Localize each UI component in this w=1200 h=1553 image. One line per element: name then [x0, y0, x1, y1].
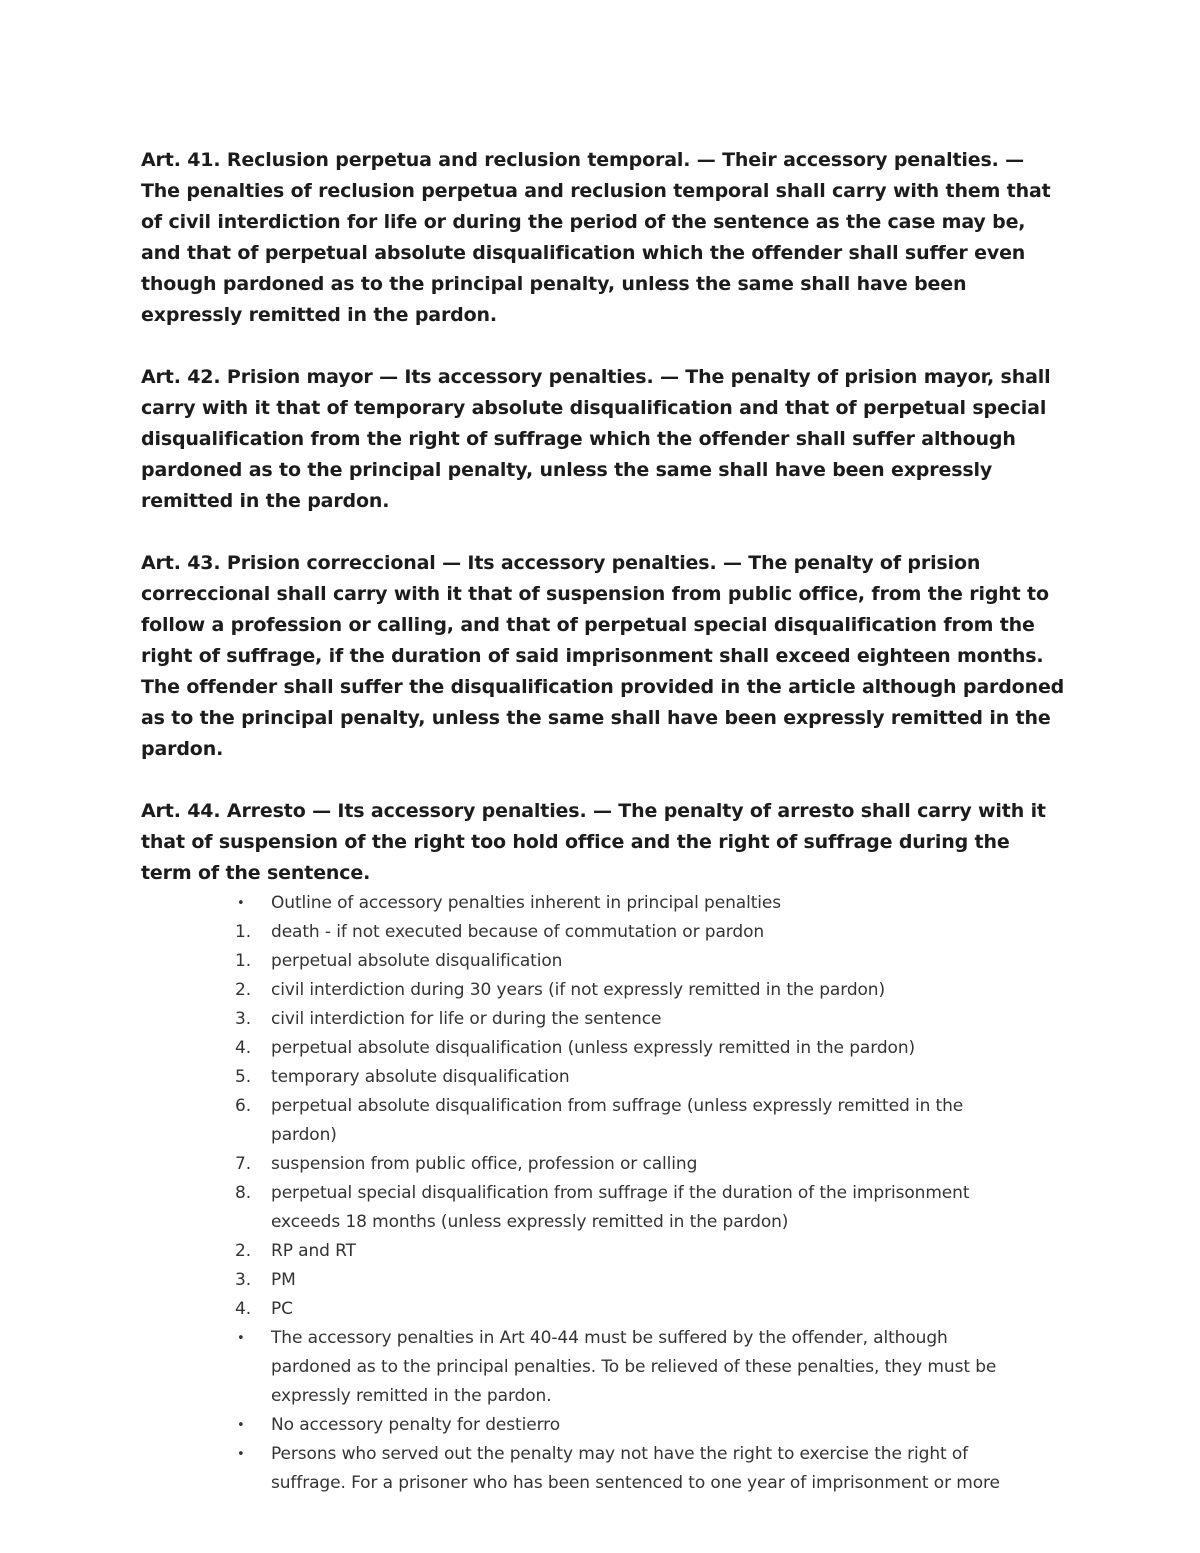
list-number: 5.	[235, 1067, 252, 1087]
list-item-text: Persons who served out the penalty may not have the right to exercise the right of suffrage. For a prisoner who has been sentenced to one year of imprisonment or more	[271, 1444, 1000, 1493]
list-item-text: perpetual special disqualification from suffrage if the duration of the imprisonment exceeds 18 months (unless expressly remitted in the pardon)	[271, 1183, 970, 1232]
list-item-text: PC	[271, 1299, 293, 1319]
list-item	[141, 1092, 1066, 1150]
list-item-text: temporary absolute disqualification	[271, 1067, 570, 1087]
list-item	[141, 1150, 1066, 1179]
list-item-text: No accessory penalty for destierro	[271, 1415, 560, 1435]
list-item-text: suspension from public office, profession or calling	[271, 1154, 698, 1174]
list-item-text: civil interdiction during 30 years (if not expressly remitted in the pardon)	[271, 980, 886, 1000]
list-number: 1.	[235, 951, 252, 971]
list-item-text: death - if not executed because of commutation or pardon	[271, 922, 765, 942]
list-number: 6.	[235, 1096, 252, 1116]
list-item-text: PM	[271, 1270, 296, 1290]
list-item	[141, 918, 1066, 947]
list-item-text: Outline of accessory penalties inherent in principal penalties	[271, 893, 782, 913]
list-item-text: The accessory penalties in Art 40-44 must be suffered by the offender, although pardoned as to the principal penalties. To be relieved of these penalties, they must be expressly remitted in the pardon.	[271, 1328, 997, 1406]
list-number: 7.	[235, 1154, 252, 1174]
article-41: Art. 41. Reclusion perpetua and reclusion temporal. — Their accessory penalties. — The penalties of reclusion perpetua and reclusion temporal shall carry with them that of civil interdiction for life or during the period of the sentence as the case may be, and that of perpetual absolute disqualification which the offender shall suffer even though pardoned as to the principal penalty, unless the same shall have been expressly remitted in the pardon.	[141, 149, 1051, 326]
article-43: Art. 43. Prision correccional — Its accessory penalties. — The penalty of prision correccional shall carry with it that of suspension from public office, from the right to follow a profession or calling, and that of perpetual special disqualification from the right of suffrage, if the duration of said imprisonment shall exceed eighteen months. The offender shall suffer the disqualification provided in the article although pardoned as to the principal penalty, unless the same shall have been expressly remitted in the pardon.	[141, 552, 1065, 760]
article-42: Art. 42. Prision mayor — Its accessory penalties. — The penalty of prision mayor, shall carry with it that of temporary absolute disqualification and that of perpetual special disqualification from the right of suffrage which the offender shall suffer although pardoned as to the principal penalty, unless the same shall have been expressly remitted in the pardon.	[141, 366, 1051, 512]
bullet-marker: •	[237, 1418, 245, 1433]
list-item-text: perpetual absolute disqualification	[271, 951, 563, 971]
list-item-text: RP and RT	[271, 1241, 356, 1261]
list-number: 3.	[235, 1009, 252, 1029]
document-page	[141, 145, 1066, 1498]
list-item	[141, 976, 1066, 1005]
list-item	[141, 1179, 1066, 1237]
list-item	[141, 1005, 1066, 1034]
list-item	[141, 1411, 1066, 1440]
list-number: 8.	[235, 1183, 252, 1203]
list-number: 1.	[235, 922, 252, 942]
list-item-text: perpetual absolute disqualification (unless expressly remitted in the pardon)	[271, 1038, 916, 1058]
list-item-text: civil interdiction for life or during the sentence	[271, 1009, 662, 1029]
list-item	[141, 1034, 1066, 1063]
accessory-penalties-outline	[141, 889, 1066, 1498]
list-number: 2.	[235, 1241, 252, 1261]
list-item	[141, 1440, 1066, 1498]
list-item	[141, 1295, 1066, 1324]
article-44: Art. 44. Arresto — Its accessory penalties. — The penalty of arresto shall carry with it that of suspension of the right too hold office and the right of suffrage during the term of the sentence.	[141, 800, 1046, 884]
list-number: 4.	[235, 1038, 252, 1058]
list-item	[141, 1237, 1066, 1266]
bullet-marker: •	[237, 896, 245, 911]
list-number: 2.	[235, 980, 252, 1000]
list-number: 3.	[235, 1270, 252, 1290]
bullet-marker: •	[237, 1447, 245, 1462]
list-item	[141, 1063, 1066, 1092]
list-item-text: perpetual absolute disqualification from suffrage (unless expressly remitted in the pardon)	[271, 1096, 964, 1145]
list-item	[141, 1324, 1066, 1411]
list-item	[141, 1266, 1066, 1295]
list-item	[141, 889, 1066, 918]
bullet-marker: •	[237, 1331, 245, 1346]
list-number: 4.	[235, 1299, 252, 1319]
list-item	[141, 947, 1066, 976]
